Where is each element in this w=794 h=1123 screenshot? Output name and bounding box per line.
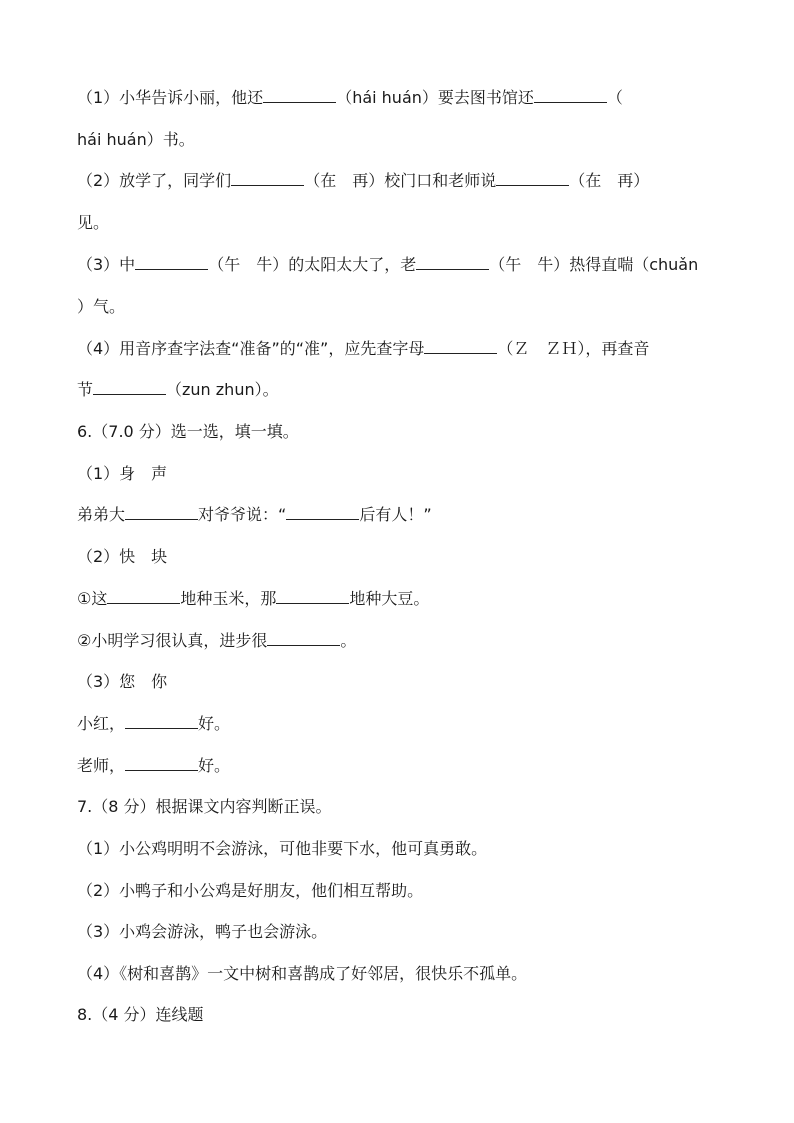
q7-item-1	[77, 838, 487, 860]
q6-sub-3-s2-text-a: 老师，	[77, 756, 126, 775]
q5-item-3-text-d: ）气。	[77, 297, 126, 316]
q5-item-2-text-a: （2）放学了，同学们	[77, 171, 232, 190]
q5-item-3-line-2	[77, 296, 125, 318]
q6-sub-3-s2-text-b: 好。	[198, 756, 231, 775]
q7-title	[77, 796, 332, 818]
q6-sub-3-sentence-2	[77, 755, 230, 777]
answer-blank[interactable]	[276, 588, 349, 604]
answer-blank[interactable]	[125, 504, 198, 520]
q6-sub-1-text-c: 后有人！”	[359, 505, 432, 524]
q6-sub-3	[77, 671, 167, 693]
q6-sub-2-s2-text-a: ②小明学习很认真，进步很	[77, 631, 268, 650]
q7-item-2-text: （2）小鸭子和小公鸡是好朋友，他们相互帮助。	[77, 881, 424, 900]
q6-sub-1-text-a: 弟弟大	[77, 505, 126, 524]
q6-sub-3-s1-text-b: 好。	[198, 714, 231, 733]
q6-sub-1-sentence	[77, 504, 432, 526]
q6-title-text: 6.（7.0 分）选一选，填一填。	[77, 422, 299, 441]
q5-item-1-text-c: （	[606, 88, 623, 107]
q6-sub-2-sentence-2	[77, 630, 356, 652]
q6-sub-2-s1-text-b: 地种玉米，那	[180, 589, 277, 608]
q7-item-4	[77, 963, 527, 985]
answer-blank[interactable]	[267, 630, 340, 646]
q5-item-3-text-a: （3）中	[77, 255, 136, 274]
q5-item-3-line-1	[77, 254, 698, 276]
q5-item-2-line-2	[77, 212, 109, 234]
q5-item-4-line-2	[77, 379, 279, 401]
q5-item-4-text-b: （Ｚ ＺＨ），再查音	[497, 339, 650, 358]
q5-item-2-line-1	[77, 170, 649, 192]
q8-title-text: 8.（4 分）连线题	[77, 1005, 204, 1024]
q7-item-3-text: （3）小鸡会游泳，鸭子也会游泳。	[77, 922, 328, 941]
q5-item-1-text-a: （1）小华告诉小丽，他还	[77, 88, 264, 107]
q5-item-1-line-1	[77, 87, 623, 109]
q7-item-4-text: （4）《树和喜鹊》一文中树和喜鹊成了好邻居，很快乐不孤单。	[77, 964, 528, 983]
answer-blank[interactable]	[125, 713, 198, 729]
answer-blank[interactable]	[125, 755, 198, 771]
q7-title-text: 7.（8 分）根据课文内容判断正误。	[77, 797, 332, 816]
answer-blank[interactable]	[286, 504, 359, 520]
answer-blank[interactable]	[93, 379, 166, 395]
q6-sub-2-sentence-1	[77, 588, 429, 610]
answer-blank[interactable]	[534, 87, 607, 103]
answer-blank[interactable]	[424, 338, 497, 354]
answer-blank[interactable]	[107, 588, 180, 604]
q6-sub-1-text-b: 对爷爷说：“	[198, 505, 287, 524]
q5-item-4-text-a: （4）用音序查字法查“准备”的“准”，应先查字母	[77, 339, 425, 358]
q5-item-2-text-c: （在 再）	[569, 171, 650, 190]
q5-item-4-line-1	[77, 338, 649, 360]
q7-item-2	[77, 880, 423, 902]
q5-item-3-text-b: （午 牛）的太阳太大了，老	[208, 255, 417, 274]
q6-sub-1-label: （1）身 声	[77, 464, 168, 483]
q6-sub-2	[77, 546, 167, 568]
answer-blank[interactable]	[263, 87, 336, 103]
q6-sub-2-s1-text-a: ①这	[77, 589, 108, 608]
q5-item-4-text-d: （zun zhun）。	[166, 380, 279, 399]
q5-item-1-line-2	[77, 129, 195, 151]
q5-item-1-text-b: （hái huán）要去图书馆还	[336, 88, 534, 107]
q5-item-4-text-c: 节	[77, 380, 94, 399]
q7-item-3	[77, 921, 327, 943]
q6-sub-3-sentence-1	[77, 713, 230, 735]
q5-item-2-text-d: 见。	[77, 213, 110, 232]
q6-sub-3-label: （3）您 你	[77, 672, 168, 691]
q8-title	[77, 1004, 204, 1026]
answer-blank[interactable]	[135, 254, 208, 270]
q6-sub-2-label: （2）快 块	[77, 547, 168, 566]
answer-blank[interactable]	[496, 170, 569, 186]
q6-sub-3-s1-text-a: 小红，	[77, 714, 126, 733]
answer-blank[interactable]	[231, 170, 304, 186]
q7-item-1-text: （1）小公鸡明明不会游泳，可他非要下水，他可真勇敢。	[77, 839, 488, 858]
q6-title	[77, 421, 299, 443]
q6-sub-2-s2-text-b: 。	[340, 631, 357, 650]
answer-blank[interactable]	[416, 254, 489, 270]
q6-sub-1	[77, 463, 167, 485]
q5-item-3-text-c: （午 牛）热得直喘（chuǎn	[489, 255, 699, 274]
q6-sub-2-s1-text-c: 地种大豆。	[349, 589, 430, 608]
q5-item-2-text-b: （在 再）校门口和老师说	[304, 171, 497, 190]
q5-item-1-text-d: hái huán）书。	[77, 130, 195, 149]
